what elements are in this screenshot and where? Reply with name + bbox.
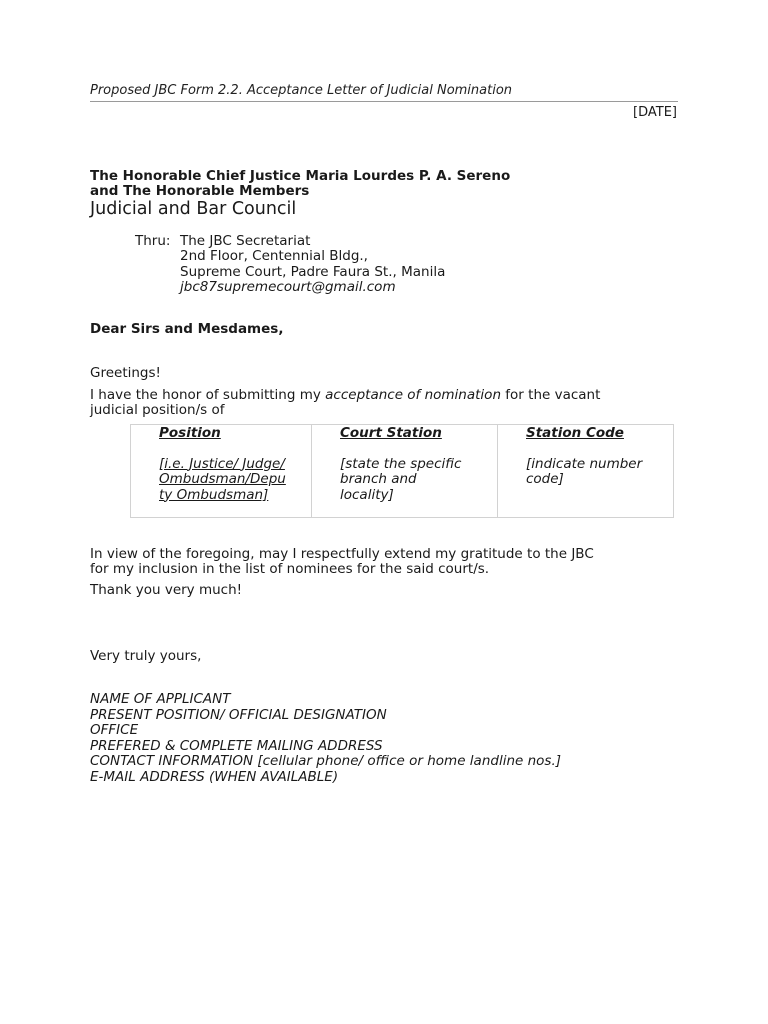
table-row bbox=[131, 425, 674, 518]
signature-contact: CONTACT INFORMATION [cellular phone/ office or home landline nos.] bbox=[90, 753, 562, 769]
intro-before: I have the honor of submitting my bbox=[90, 387, 326, 403]
addressee-line-1: The Honorable Chief Justice Maria Lourdes P. A. Sereno bbox=[90, 168, 511, 184]
position-header: Position bbox=[159, 425, 221, 441]
form-title: Proposed JBC Form 2.2. Acceptance Letter of Judicial Nomination bbox=[90, 83, 513, 98]
position-cell bbox=[131, 425, 312, 518]
intro-after: for the vacant bbox=[501, 387, 601, 403]
court-station-cell bbox=[312, 425, 498, 518]
station-line: locality] bbox=[340, 486, 394, 503]
signature-email: E-MAIL ADDRESS (WHEN AVAILABLE) bbox=[90, 769, 339, 785]
intro-emphasis: acceptance of nomination bbox=[325, 387, 501, 403]
signature-office: OFFICE bbox=[90, 722, 139, 738]
thru-line-2: 2nd Floor, Centennial Bldg., bbox=[180, 248, 368, 264]
secretariat-email: jbc87supremecourt@gmail.com bbox=[180, 279, 396, 295]
thru-line-3: Supreme Court, Padre Faura St., Manila bbox=[180, 264, 446, 280]
greeting: Greetings! bbox=[90, 365, 161, 381]
header-divider bbox=[90, 101, 678, 102]
thru-line-1: The JBC Secretariat bbox=[180, 233, 311, 249]
addressee-line-2: and The Honorable Members bbox=[90, 183, 310, 199]
signature-position: PRESENT POSITION/ OFFICIAL DESIGNATION bbox=[90, 707, 387, 723]
thanks: Thank you very much! bbox=[90, 582, 243, 598]
valediction: Very truly yours, bbox=[90, 648, 202, 664]
signature-address: PREFERED & COMPLETE MAILING ADDRESS bbox=[90, 738, 383, 754]
position-line: Ombudsman/Depu bbox=[159, 471, 286, 487]
position-line: ty Ombudsman] bbox=[159, 486, 269, 503]
code-line: [indicate number bbox=[526, 455, 643, 472]
date-placeholder: [DATE] bbox=[633, 105, 677, 120]
salutation: Dear Sirs and Mesdames, bbox=[90, 321, 284, 337]
station-code-cell bbox=[498, 425, 674, 518]
closing-line-1: In view of the foregoing, may I respectfully extend my gratitude to the JBC bbox=[90, 546, 594, 562]
station-line: branch and bbox=[340, 471, 417, 487]
station-line: [state the specific bbox=[340, 455, 462, 472]
nomination-table bbox=[130, 424, 674, 518]
intro-line-1 bbox=[90, 387, 600, 403]
closing-line-2: for my inclusion in the list of nominees for the said court/s. bbox=[90, 561, 490, 577]
court-station-header: Court Station bbox=[340, 425, 442, 441]
position-line: [i.e. Justice/ Judge/ bbox=[159, 455, 285, 472]
code-line: code] bbox=[526, 471, 564, 487]
thru-label: Thru: bbox=[135, 233, 171, 249]
station-code-header: Station Code bbox=[526, 425, 624, 441]
council-name: Judicial and Bar Council bbox=[90, 199, 297, 219]
signature-name: NAME OF APPLICANT bbox=[90, 691, 231, 707]
intro-line-2: judicial position/s of bbox=[90, 402, 225, 418]
